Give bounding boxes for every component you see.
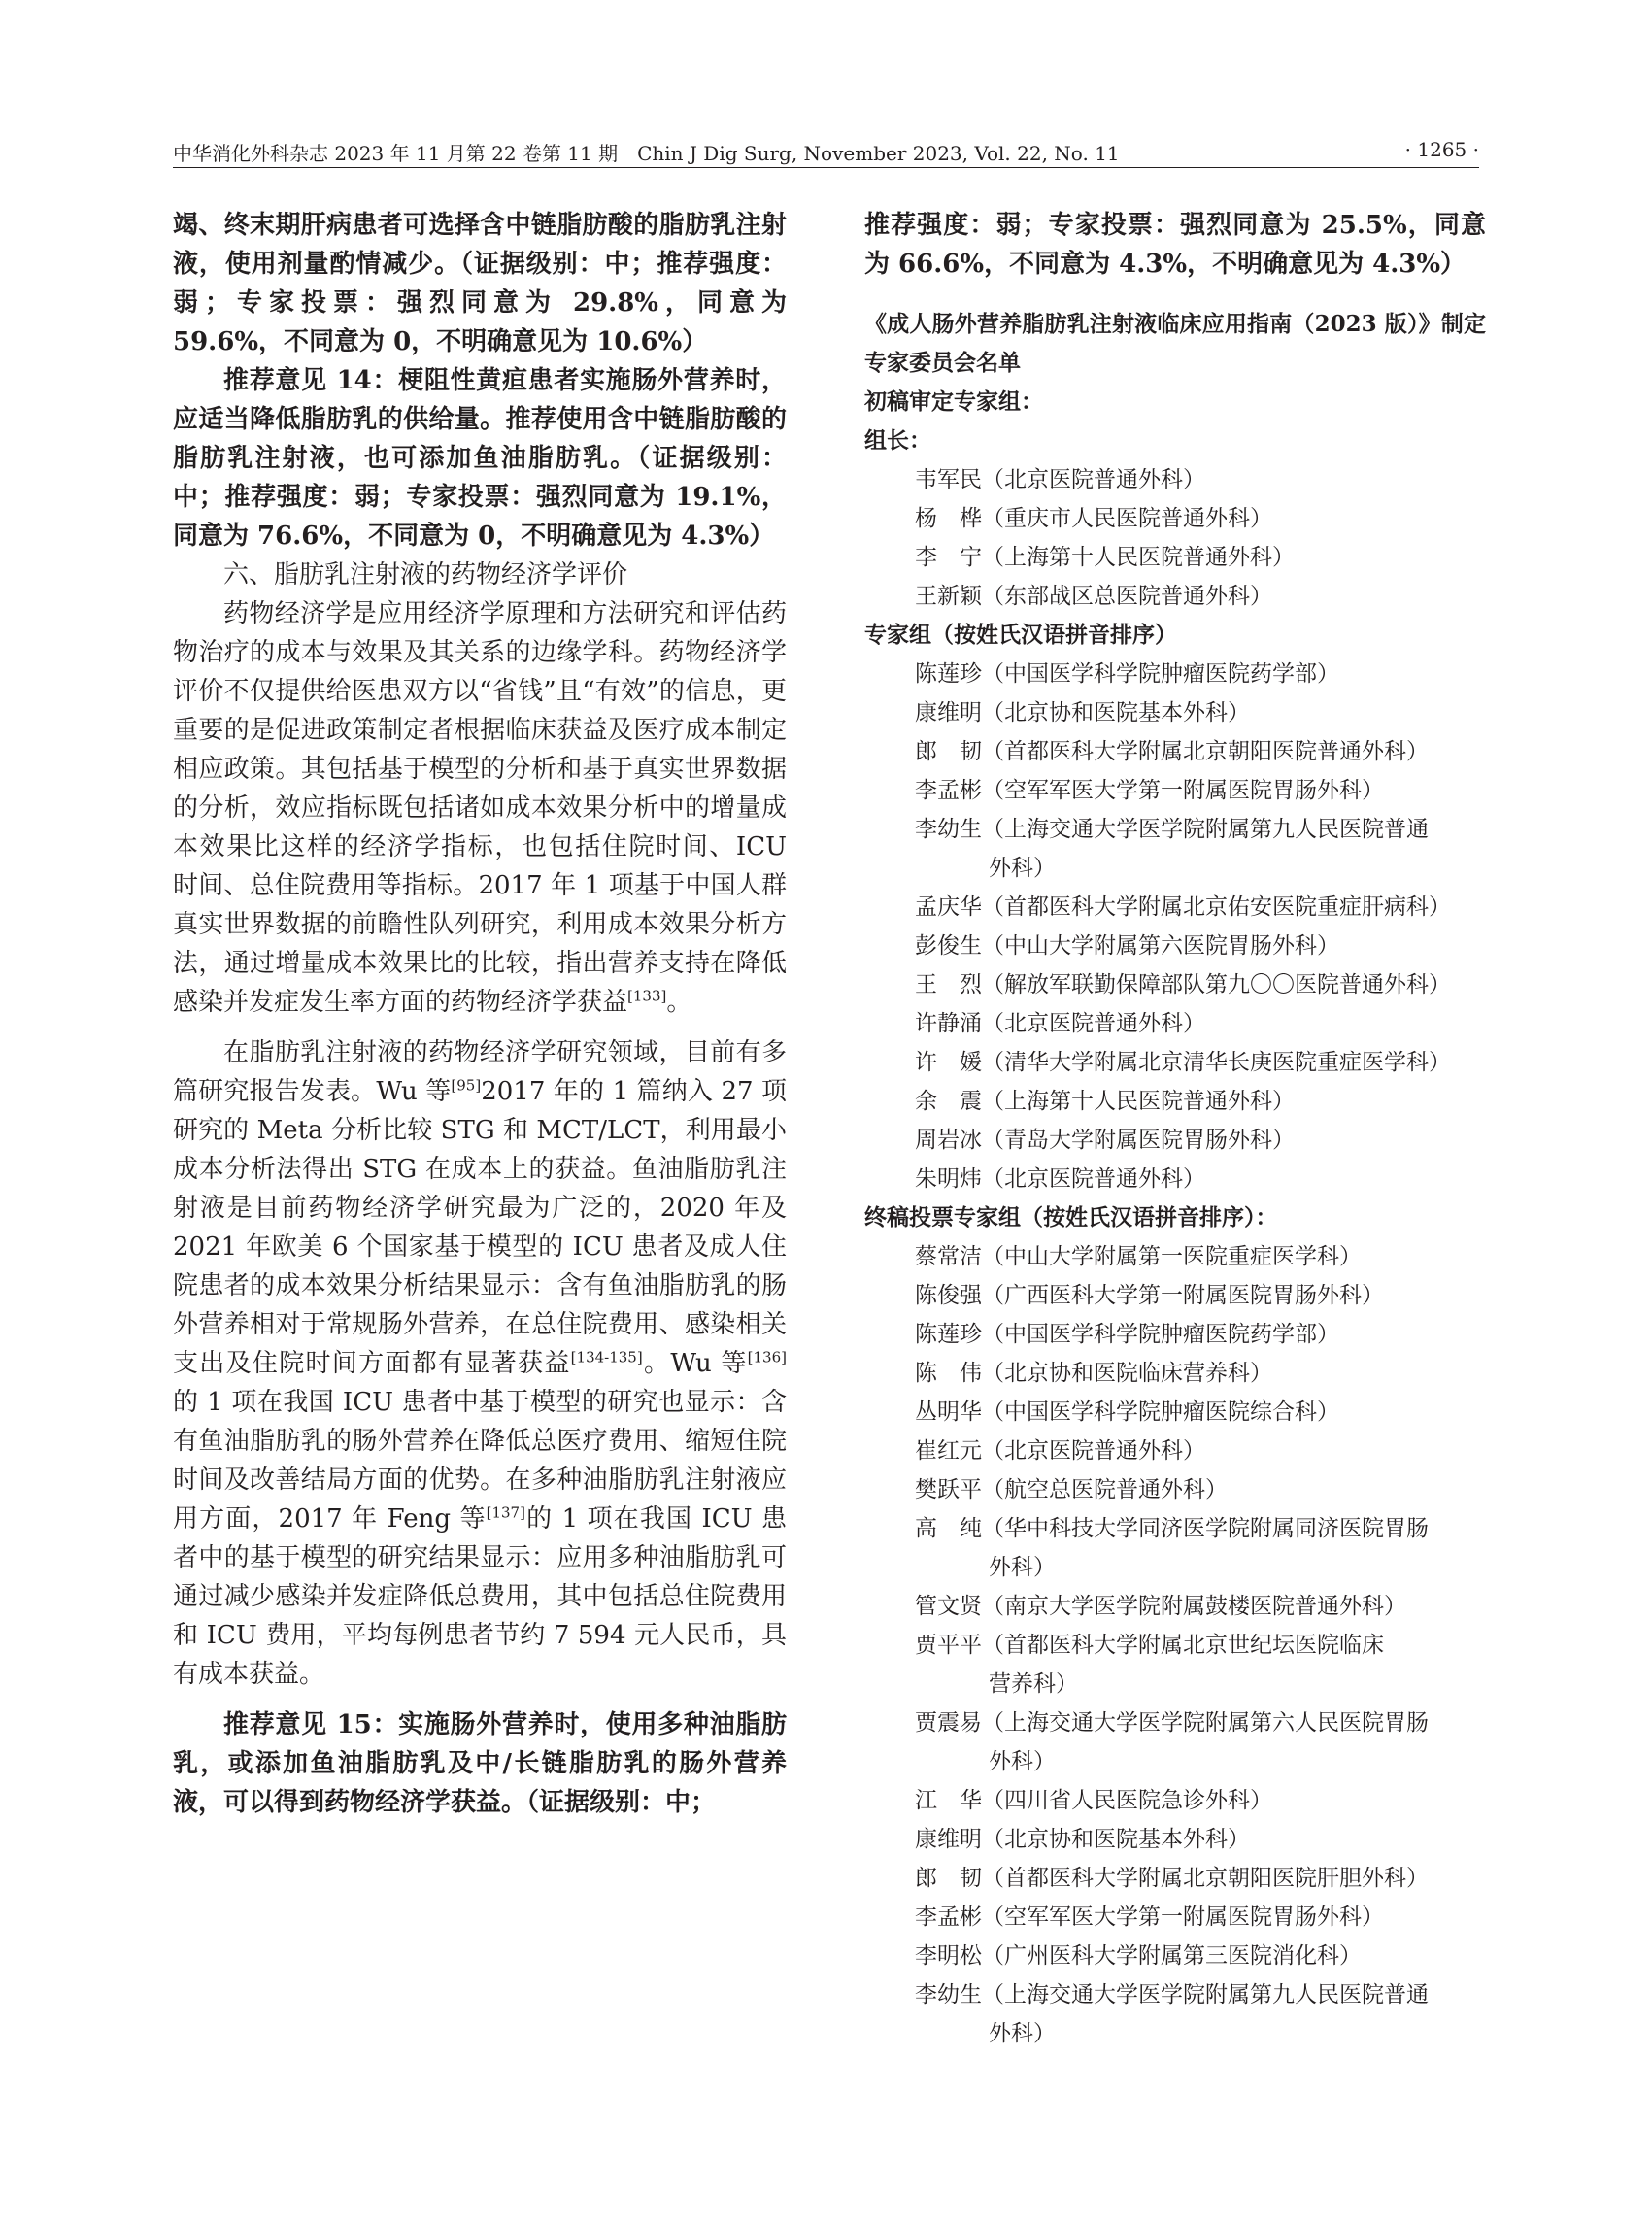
paragraph-studies	[173, 1033, 787, 1694]
member-affiliation: （首都医科大学附属北京朝阳医院肝胆外科）	[982, 1866, 1429, 1891]
member-affiliation: （上海交通大学医学院附属第九人民医院普通	[982, 1982, 1429, 2007]
member-affiliation-continued: 外科）	[989, 2021, 1056, 2046]
committee-member	[864, 655, 1486, 693]
member-name: 周岩冰	[915, 1128, 982, 1153]
committee-member	[864, 1898, 1486, 1937]
member-affiliation: （上海第十人民医院普通外科）	[982, 545, 1295, 570]
committee-member	[864, 1432, 1486, 1470]
leader-label: 组长：	[864, 427, 931, 454]
member-name: 蔡常洁	[915, 1244, 982, 1269]
member-name: 王新颖	[915, 584, 982, 609]
citation-ref: [137]	[486, 1503, 525, 1522]
running-header	[173, 132, 1479, 168]
member-name: 李 宁	[915, 545, 982, 570]
committee-member	[864, 771, 1486, 810]
committee-member	[864, 927, 1486, 965]
committee-member	[864, 1160, 1486, 1198]
member-affiliation: （解放军联勤保障部队第九〇〇医院普通外科）	[982, 972, 1451, 997]
member-name: 康维明	[915, 1827, 982, 1852]
committee-member	[864, 1781, 1486, 1820]
member-affiliation: （清华大学附属北京清华长庚医院重症医学科）	[982, 1050, 1451, 1075]
committee-member	[864, 499, 1486, 538]
member-name: 贾震易	[915, 1710, 982, 1736]
member-affiliation: （首都医科大学附属北京世纪坛医院临床	[982, 1633, 1384, 1658]
paragraph-text: 药物经济学是应用经济学原理和方法研究和评估药物治疗的成本与效果及其关系的边缘学科。药物经济学评价不仅提供给医患双方以“省钱”且“有效”的信息，更重要的是促进政策制定者根据临床获益及医疗成本制定相应政策。其包括基于模型的分析和基于真实世界数据的分析，效应指标既包括诸如成本效果分析中的增量成本效果比这样的经济学指标，也包括住院时间、ICU 时间、总住院费用等指标。2017 年 1 项基于中国人群真实世界数据的前瞻性队列研究，利用成本效果分析方法，通过增量成本效果比的比较，指出营养支持在降低感染并发症发生率方面的药物经济学获益	[173, 599, 787, 1017]
member-name: 陈莲珍	[915, 1322, 982, 1347]
member-name: 李孟彬	[915, 1905, 982, 1930]
committee-member	[864, 1820, 1486, 1859]
member-affiliation: （中山大学附属第六医院胃肠外科）	[982, 933, 1339, 959]
member-name: 李幼生	[915, 1982, 982, 2007]
final-vote-list	[864, 1237, 1486, 2053]
committee-member	[864, 1354, 1486, 1393]
journal-citation: 中华消化外科杂志 2023 年 11 月第 22 卷第 11 期 Chin J Dig Surg, November 2023, Vol. 22, No. 11	[173, 142, 1120, 165]
committee-member	[864, 1121, 1486, 1160]
final-group-label: 终稿投票专家组（按姓氏汉语拼音排序）：	[864, 1204, 1278, 1230]
paragraph-text: 。Wu 等	[642, 1349, 748, 1378]
member-name: 韦军民	[915, 467, 982, 492]
member-name: 崔红元	[915, 1438, 982, 1464]
member-name: 余 震	[915, 1089, 982, 1114]
member-affiliation: （四川省人民医院急诊外科）	[982, 1788, 1272, 1813]
committee-member	[864, 810, 1486, 888]
citation-ref: [136]	[747, 1348, 787, 1366]
member-name: 许静涌	[915, 1011, 982, 1036]
committee-title: 《成人肠外营养脂肪乳注射液临床应用指南（2023 版）》制定专家委员会名单	[864, 311, 1486, 376]
committee-member	[864, 965, 1486, 1004]
paragraph-pharmacoeconomics	[173, 594, 787, 1022]
member-affiliation: （广西医科大学第一附属医院胃肠外科）	[982, 1283, 1384, 1308]
member-name: 管文贤	[915, 1594, 982, 1619]
member-affiliation: （中国医学科学院肿瘤医院综合科）	[982, 1399, 1339, 1425]
member-name: 陈俊强	[915, 1283, 982, 1308]
committee-member	[864, 460, 1486, 499]
member-name: 郎 韧	[915, 739, 982, 764]
member-name: 陈莲珍	[915, 661, 982, 687]
recommendation-15-continued: 推荐强度：弱；专家投票：强烈同意为 25.5%，同意为 66.6%，不同意为 4.3%，不明确意见为 4.3%）	[864, 211, 1486, 279]
committee-member	[864, 1237, 1486, 1276]
committee-member	[864, 693, 1486, 732]
committee-member	[864, 538, 1486, 577]
draft-group-label: 初稿审定专家组：	[864, 388, 1043, 415]
leader-list	[864, 460, 1486, 616]
member-name: 杨 桦	[915, 506, 982, 531]
member-affiliation: （重庆市人民医院普通外科）	[982, 506, 1272, 531]
member-affiliation: （首都医科大学附属北京佑安医院重症肝病科）	[982, 894, 1451, 920]
committee-member	[864, 1703, 1486, 1781]
paragraph-text: 在脂肪乳注射液的药物经济学研究领域，目前有多篇研究报告发表。Wu 等	[173, 1038, 787, 1106]
member-affiliation-continued: 外科）	[989, 856, 1056, 881]
member-name: 丛明华	[915, 1399, 982, 1425]
member-affiliation: （空军军医大学第一附属医院胃肠外科）	[982, 1905, 1384, 1930]
committee-member	[864, 1004, 1486, 1043]
committee-member	[864, 888, 1486, 927]
member-affiliation: （中国医学科学院肿瘤医院药学部）	[982, 1322, 1339, 1347]
member-name: 彭俊生	[915, 933, 982, 959]
member-name: 郎 韧	[915, 1866, 982, 1891]
left-column	[173, 206, 787, 1822]
committee-member	[864, 1509, 1486, 1587]
member-name: 康维明	[915, 700, 982, 725]
committee-member	[864, 1043, 1486, 1082]
member-name: 高 纯	[915, 1516, 982, 1541]
paragraph-text: 2017 年的 1 篇纳入 27 项研究的 Meta 分析比较 STG 和 MCT/LCT，利用最小成本分析法得出 STG 在成本上的获益。鱼油脂肪乳注射液是目前药物经济学研究最为广泛的，2020 年及 2021 年欧美 6 个国家基于模型的 ICU 患者及成人住院患者的成本效果分析结果显示：含有鱼油脂肪乳的肠外营养相对于常规肠外营养，在总住院费用、感染相关支出及住院时间方面都有显著获益	[173, 1077, 788, 1378]
member-name: 李孟彬	[915, 778, 982, 803]
member-affiliation: （北京医院普通外科）	[982, 467, 1205, 492]
member-name: 王 烈	[915, 972, 982, 997]
member-affiliation: （中国医学科学院肿瘤医院药学部）	[982, 661, 1339, 687]
committee-member	[864, 1937, 1486, 1975]
member-affiliation: （中山大学附属第一医院重症医学科）	[982, 1244, 1362, 1269]
recommendation-15: 推荐意见 15：实施肠外营养时，使用多种油脂肪乳，或添加鱼油脂肪乳及中/长链脂肪乳的肠外营养液，可以得到药物经济学获益。（证据级别：中；	[173, 1710, 787, 1817]
committee-member	[864, 1393, 1486, 1432]
member-affiliation: （空军军医大学第一附属医院胃肠外科）	[982, 778, 1384, 803]
member-name: 李幼生	[915, 817, 982, 842]
section-heading-6: 六、脂肪乳注射液的药物经济学评价	[223, 560, 628, 590]
member-affiliation: （北京协和医院基本外科）	[982, 700, 1250, 725]
member-affiliation: （首都医科大学附属北京朝阳医院普通外科）	[982, 739, 1429, 764]
paragraph-continued: 竭、终末期肝病患者可选择含中链脂肪酸的脂肪乳注射液，使用剂量酌情减少。（证据级别：中；推荐强度：弱；专家投票：强烈同意为 29.8%，同意为 59.6%，不同意为 0，不明确意见为 10.6%）	[173, 211, 787, 356]
committee-member	[864, 1082, 1486, 1121]
member-affiliation: （东部战区总医院普通外科）	[982, 584, 1272, 609]
member-name: 孟庆华	[915, 894, 982, 920]
committee-member	[864, 1587, 1486, 1626]
member-affiliation: （广州医科大学附属第三医院消化科）	[982, 1943, 1362, 1969]
member-affiliation-continued: 外科）	[989, 1555, 1056, 1580]
committee-member	[864, 577, 1486, 616]
member-affiliation: （青岛大学附属医院胃肠外科）	[982, 1128, 1295, 1153]
member-name: 朱明炜	[915, 1166, 982, 1192]
committee-member	[864, 1315, 1486, 1354]
member-affiliation: （上海交通大学医学院附属第九人民医院普通	[982, 817, 1429, 842]
member-affiliation: （上海第十人民医院普通外科）	[982, 1089, 1295, 1114]
committee-member	[864, 1859, 1486, 1898]
expert-list	[864, 655, 1486, 1198]
member-affiliation: （北京协和医院临床营养科）	[982, 1361, 1272, 1386]
member-name: 江 华	[915, 1788, 982, 1813]
citation-ref: [134-135]	[570, 1348, 643, 1366]
member-name: 李明松	[915, 1943, 982, 1969]
member-affiliation: （北京医院普通外科）	[982, 1011, 1205, 1036]
member-affiliation: （北京医院普通外科）	[982, 1438, 1205, 1464]
committee-member	[864, 1975, 1486, 2053]
member-name: 贾平平	[915, 1633, 982, 1658]
citation-ref: [95]	[451, 1076, 482, 1095]
member-name: 樊跃平	[915, 1477, 982, 1502]
member-affiliation-continued: 外科）	[989, 1749, 1056, 1774]
expert-group-label: 专家组（按姓氏汉语拼音排序）	[864, 622, 1177, 648]
member-affiliation: （航空总医院普通外科）	[982, 1477, 1228, 1502]
member-name: 许 媛	[915, 1050, 982, 1075]
committee-member	[864, 1470, 1486, 1509]
member-affiliation: （北京医院普通外科）	[982, 1166, 1205, 1192]
member-affiliation: （南京大学医学院附属鼓楼医院普通外科）	[982, 1594, 1406, 1619]
right-column	[864, 206, 1486, 2053]
paragraph-text: 的 1 项在我国 ICU 患者中的基于模型的研究结果显示：应用多种油脂肪乳可通过减少感染并发症降低总费用，其中包括总住院费用和 ICU 费用，平均每例患者节约 7 594 元人民币，具有成本获益。	[173, 1504, 787, 1689]
citation-ref: [133]	[627, 987, 667, 1005]
member-affiliation: （上海交通大学医学院附属第六人民医院胃肠	[982, 1710, 1429, 1736]
member-affiliation: （北京协和医院基本外科）	[982, 1827, 1250, 1852]
paragraph-text: 的 1 项在我国 ICU 患者中基于模型的研究也显示：含有鱼油脂肪乳的肠外营养在降低总医疗费用、缩短住院时间及改善结局方面的优势。在多种油脂肪乳注射液应用方面，2017 年 Feng 等	[173, 1388, 787, 1534]
committee-member	[864, 732, 1486, 771]
committee-member	[864, 1276, 1486, 1315]
member-name: 陈 伟	[915, 1361, 982, 1386]
member-affiliation-continued: 营养科）	[989, 1671, 1078, 1697]
member-affiliation: （华中科技大学同济医学院附属同济医院胃肠	[982, 1516, 1429, 1541]
recommendation-14: 推荐意见 14：梗阻性黄疸患者实施肠外营养时，应适当降低脂肪乳的供给量。推荐使用含中链脂肪酸的脂肪乳注射液，也可添加鱼油脂肪乳。（证据级别：中；推荐强度：弱；专家投票：强烈同意为 19.1%，同意为 76.6%，不同意为 0，不明确意见为 4.3%）	[173, 366, 787, 551]
paragraph-text: 。	[666, 988, 692, 1017]
committee-member	[864, 1626, 1486, 1703]
page-number: · 1265 ·	[1404, 138, 1479, 161]
